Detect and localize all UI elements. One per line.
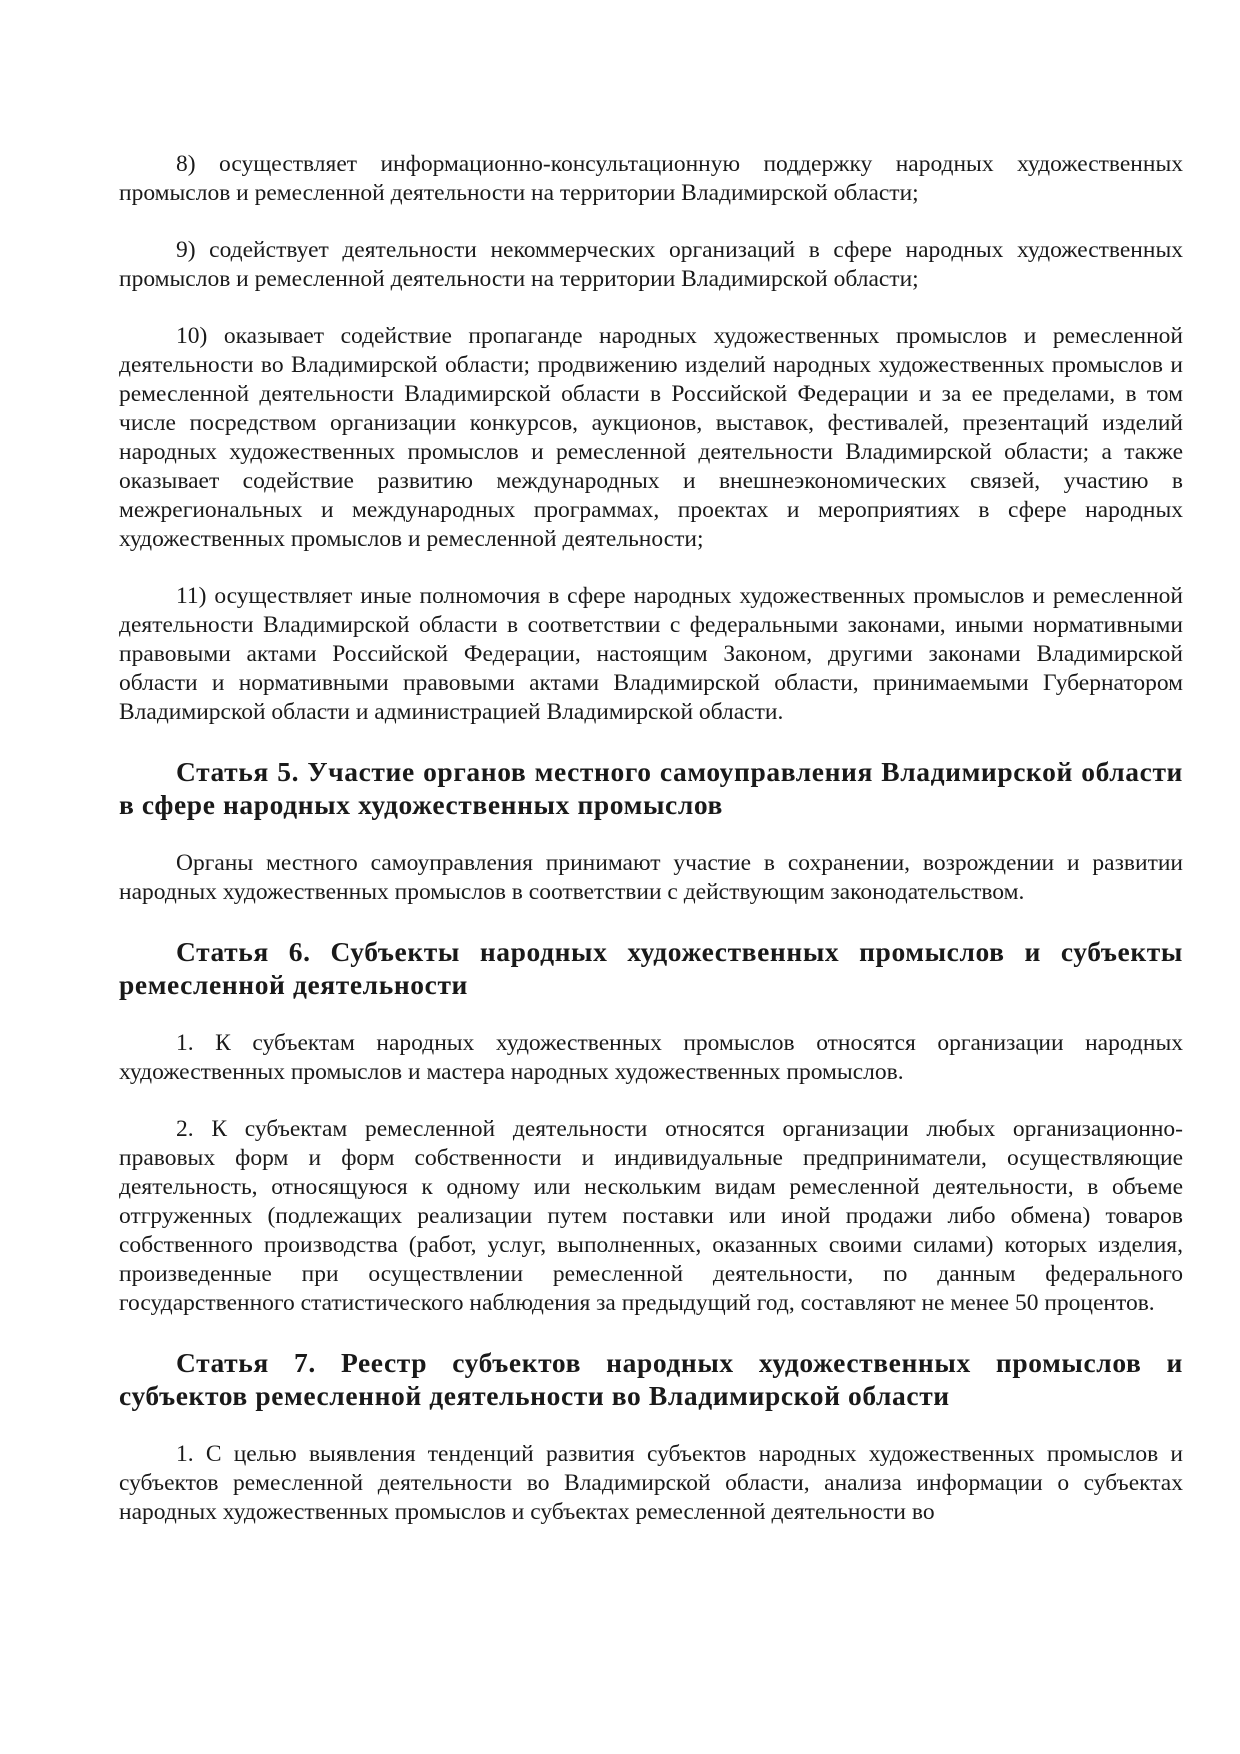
article-6-paragraph-2: 2. К субъектам ремесленной деятельности относятся организации любых организационно-правовых форм и форм собственности и индивидуальные предприниматели, осуществляющие деятельность, относящуюся к одному или нескольким видам ремесленной деятельности, в объеме отгруженных (подлежащих реализации путем поставки или иной продажи либо обмена) товаров собственного производства (работ, услуг, выполненных, оказанных своими силами) которых изделия, произведенные при осуществлении ремесленной деятельности, по данным федерального государственного статистического наблюдения за предыдущий год, составляют не менее 50 процентов.: [119, 1116, 1183, 1316]
article-7-heading: Статья 7. Реестр субъектов народных художественных промыслов и субъектов ремесленной деятельности во Владимирской области: [119, 1347, 1183, 1411]
document-page: [119, 150, 1183, 1527]
paragraph-item-10: 10) оказывает содействие пропаганде народных художественных промыслов и ремесленной деятельности во Владимирской области; продвижению изделий народных художественных промыслов и ремесленной деятельности Владимирской области в Российской Федерации и за ее пределами, в том числе посредством организации конкурсов, аукционов, выставок, фестивалей, презентаций изделий народных художественных промыслов и ремесленной деятельности Владимирской области; а также оказывает содействие развитию международных и внешнеэкономических связей, участию в межрегиональных и международных программах, проектах и мероприятиях в сфере народных художественных промыслов и ремесленной деятельности;: [119, 323, 1183, 552]
article-5-paragraph: Органы местного самоуправления принимают участие в сохранении, возрождении и развитии народных художественных промыслов в соответствии с действующим законодательством.: [119, 850, 1183, 905]
paragraph-item-11: 11) осуществляет иные полномочия в сфере народных художественных промыслов и ремесленной деятельности Владимирской области в соответствии с федеральными законами, иными нормативными правовыми актами Российской Федерации, настоящим Законом, другими законами Владимирской области и нормативными правовыми актами Владимирской области, принимаемыми Губернатором Владимирской области и администрацией Владимирской области.: [119, 583, 1183, 725]
paragraph-item-9: 9) содействует деятельности некоммерческих организаций в сфере народных художественных промыслов и ремесленной деятельности на территории Владимирской области;: [119, 237, 1183, 292]
article-6-paragraph-1: 1. К субъектам народных художественных промыслов относятся организации народных художественных промыслов и мастера народных художественных промыслов.: [119, 1030, 1183, 1085]
article-6-heading: Статья 6. Субъекты народных художественных промыслов и субъекты ремесленной деятельности: [119, 936, 1183, 1000]
article-7-paragraph-1: 1. С целью выявления тенденций развития субъектов народных художественных промыслов и субъектов ремесленной деятельности во Владимирской области, анализа информации о субъектах народных художественных промыслов и субъектах ремесленной деятельности во: [119, 1441, 1183, 1525]
article-5-heading: Статья 5. Участие органов местного самоуправления Владимирской области в сфере народных художественных промыслов: [119, 756, 1183, 820]
paragraph-item-8: 8) осуществляет информационно-консультационную поддержку народных художественных промыслов и ремесленной деятельности на территории Владимирской области;: [119, 151, 1183, 206]
